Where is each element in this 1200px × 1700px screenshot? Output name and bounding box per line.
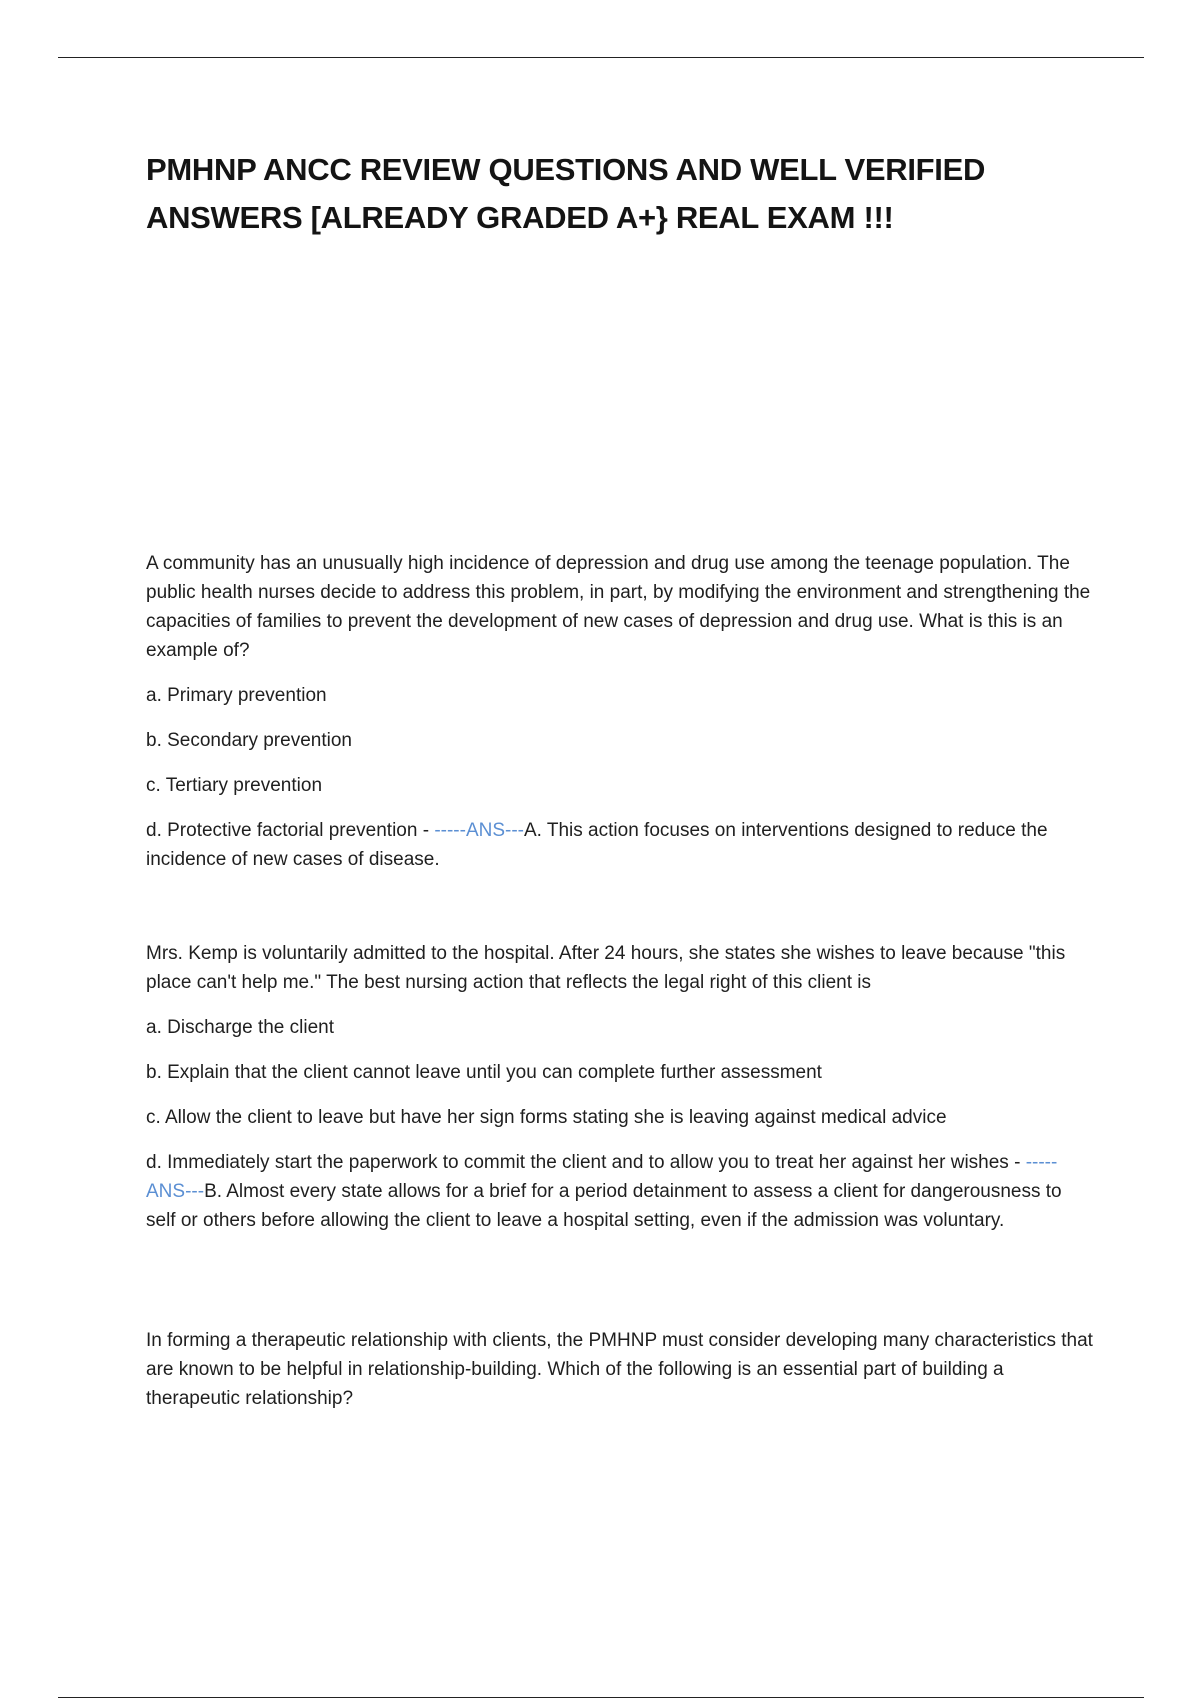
- answer-text: A. This action focuses on interventions designed to reduce the incidence of new cases of disease.: [146, 820, 1048, 870]
- question-block-1: [146, 549, 1096, 874]
- option-c: c. Tertiary prevention: [146, 775, 323, 796]
- option-d-text: d. Immediately start the paperwork to commit the client and to allow you to treat her against her wishes -: [146, 1152, 1026, 1173]
- option-d-with-answer: [146, 1148, 1096, 1235]
- option-d-with-answer: [146, 816, 1096, 874]
- answer-marker: -----ANS---: [434, 820, 524, 841]
- answer-marker: -----ANS---: [146, 1152, 1058, 1202]
- option-c: c. Allow the client to leave but have her sign forms stating she is leaving against medical advice: [146, 1107, 947, 1128]
- question-text: A community has an unusually high incidence of depression and drug use among the teenage population. The public health nurses decide to address this problem, in part, by modifying the environment and strengthening the capacities of families to prevent the development of new cases of depression and drug use. What is this is an example of?: [146, 553, 1091, 661]
- header-rule: [58, 57, 1144, 58]
- option-b: b. Explain that the client cannot leave until you can complete further assessment: [146, 1062, 822, 1083]
- question-block-2: [146, 939, 1096, 1235]
- option-b: b. Secondary prevention: [146, 730, 352, 751]
- question-block-3: [146, 1326, 1096, 1429]
- option-a: a. Primary prevention: [146, 685, 327, 706]
- answer-text: B. Almost every state allows for a brief for a period detainment to assess a client for dangerousness to self or others before allowing the client to leave a hospital setting, even if the admission was voluntary.: [146, 1181, 1062, 1231]
- page-title: PMHNP ANCC REVIEW QUESTIONS AND WELL VERIFIED ANSWERS [ALREADY GRADED A+} REAL EXAM !!!: [146, 152, 986, 235]
- footer-rule: [58, 1697, 1144, 1698]
- question-text: In forming a therapeutic relationship with clients, the PMHNP must consider developing many characteristics that are known to be helpful in relationship-building. Which of the following is an essential part of building a therapeutic relationship?: [146, 1330, 1093, 1409]
- option-d-text: d. Protective factorial prevention -: [146, 820, 435, 841]
- question-text: Mrs. Kemp is voluntarily admitted to the hospital. After 24 hours, she states she wishes to leave because "this place can't help me." The best nursing action that reflects the legal right of this client is: [146, 943, 1066, 993]
- option-a: a. Discharge the client: [146, 1017, 334, 1038]
